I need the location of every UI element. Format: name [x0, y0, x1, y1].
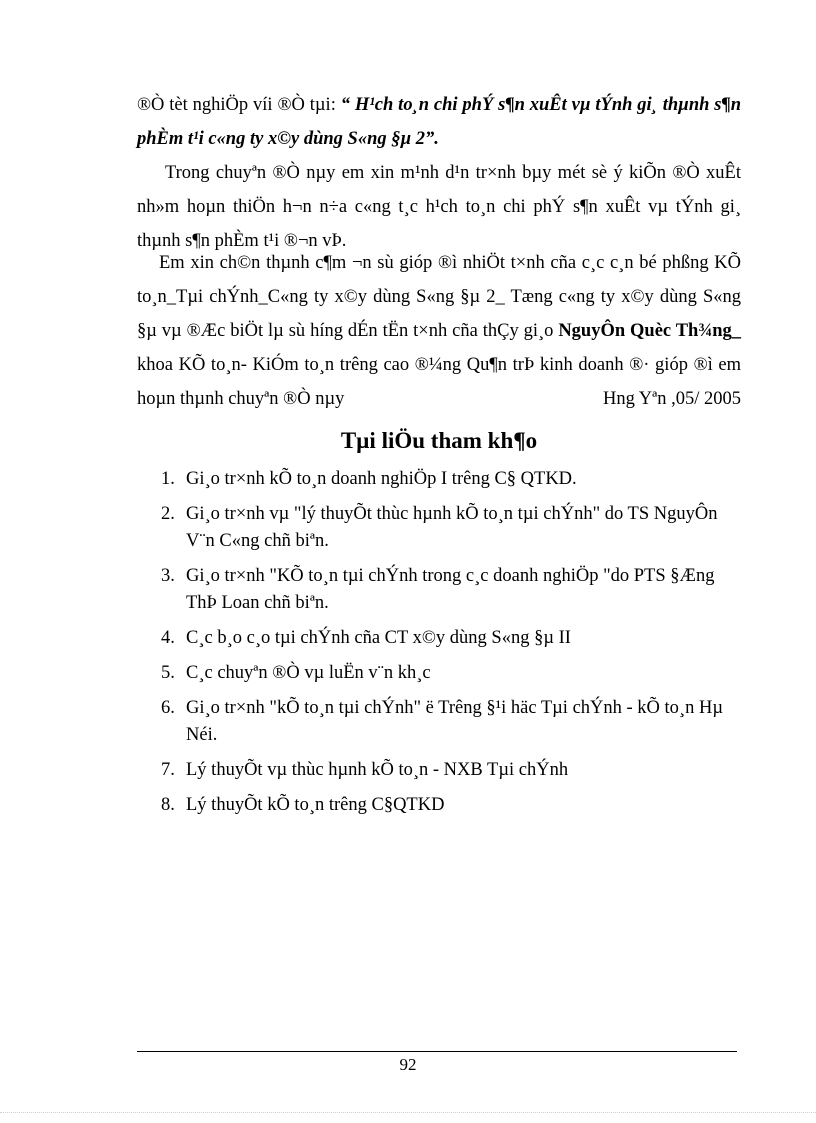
reference-item [137, 563, 741, 617]
acknowledgement-text-continued: khoa KÕ to¸n- KiÓm to¸n trêng cao ®¼ng Qu¶n trÞ kinh doanh ®· gióp ®ì em hoµn thµnh chuyªn ®Ò nµy [137, 355, 741, 409]
reference-number: 3. [161, 566, 175, 586]
acknowledgement-text: Em xin ch©n thµnh c¶m ¬n sù gióp ®ì nhiÖt t×nh cña c¸c c¸n bé phßng KÕ to¸n_Tµi chÝnh_C«ng ty x©y dùng S«ng §µ 2_ Tæng c«ng ty x©y dùng S«ng §µ vµ ®Æc biÖt lµ sù híng dÉn tËn t×nh cña thÇy gi¸o [137, 253, 741, 341]
references-title: Tµi liÖu tham kh¶o [340, 428, 538, 453]
references-list [137, 466, 741, 827]
reference-item [137, 660, 741, 687]
reference-item [137, 757, 741, 784]
reference-item [137, 695, 741, 749]
page-boundary [0, 1112, 816, 1113]
reference-text: C¸c b¸o c¸o tµi chÝnh cña CT x©y dùng S«ng §µ II [186, 628, 571, 648]
intro-paragraph [137, 88, 741, 156]
page-number: 92 [399, 1055, 417, 1074]
reference-number: 6. [161, 698, 175, 718]
acknowledgement-paragraph [137, 246, 741, 416]
place-date: Hng Yªn ,05/ 2005 [602, 389, 741, 409]
reference-item [137, 625, 741, 652]
reference-number: 7. [161, 760, 175, 780]
footer-rule [137, 1051, 737, 1052]
reference-number: 5. [161, 663, 175, 683]
reference-text: Gi¸o tr×nh vµ "lý thuyÕt thùc hµnh kÕ to¸n tµi chÝnh" do TS NguyÔn V¨n C«ng chñ biªn. [186, 504, 718, 551]
reference-number: 2. [161, 504, 175, 524]
teacher-name: NguyÔn Quèc Th¾ng_ [558, 321, 742, 341]
reference-text: Gi¸o tr×nh kÕ to¸n doanh nghiÖp I trêng C§ QTKD. [186, 469, 577, 489]
reference-item [137, 501, 741, 555]
reference-text: Lý thuyÕt kÕ to¸n trêng C§QTKD [186, 795, 445, 815]
reference-number: 1. [161, 469, 175, 489]
reference-number: 4. [161, 628, 175, 648]
reference-text: Gi¸o tr×nh "KÕ to¸n tµi chÝnh trong c¸c doanh nghiÖp "do PTS §Æng ThÞ Loan chñ biªn. [186, 566, 715, 613]
reference-item [137, 466, 741, 493]
body-paragraph-proposal: Trong chuyªn ®Ò nµy em xin m¹nh d¹n tr×nh bµy mét sè ý kiÕn ®Ò xuÊt nh»m hoµn thiÖn h¬n n÷a c«ng t¸c h¹ch to¸n chi phÝ s¶n xuÊt vµ tÝnh gi¸ thµnh s¶n phÈm t¹i ®¬n vÞ. [137, 163, 741, 251]
thesis-topic: “ H¹ch to¸n chi phÝ s¶n xuÊt vµ tÝnh gi¸ thµnh s¶n phÈm t¹i c«ng ty x©y dùng S«ng §µ 2”. [137, 95, 742, 149]
reference-item [137, 792, 741, 819]
reference-text: Lý thuyÕt vµ thùc hµnh kÕ to¸n - NXB Tµi chÝnh [186, 760, 569, 780]
reference-text: Gi¸o tr×nh "kÕ to¸n tµi chÝnh" ë Trêng §¹i häc Tµi chÝnh - kÕ to¸n Hµ Néi. [186, 698, 723, 745]
intro-lead: ®Ò tèt nghiÖp víi ®Ò tµi: [137, 95, 336, 115]
reference-text: C¸c chuyªn ®Ò vµ luËn v¨n kh¸c [186, 663, 431, 683]
reference-number: 8. [161, 795, 175, 815]
